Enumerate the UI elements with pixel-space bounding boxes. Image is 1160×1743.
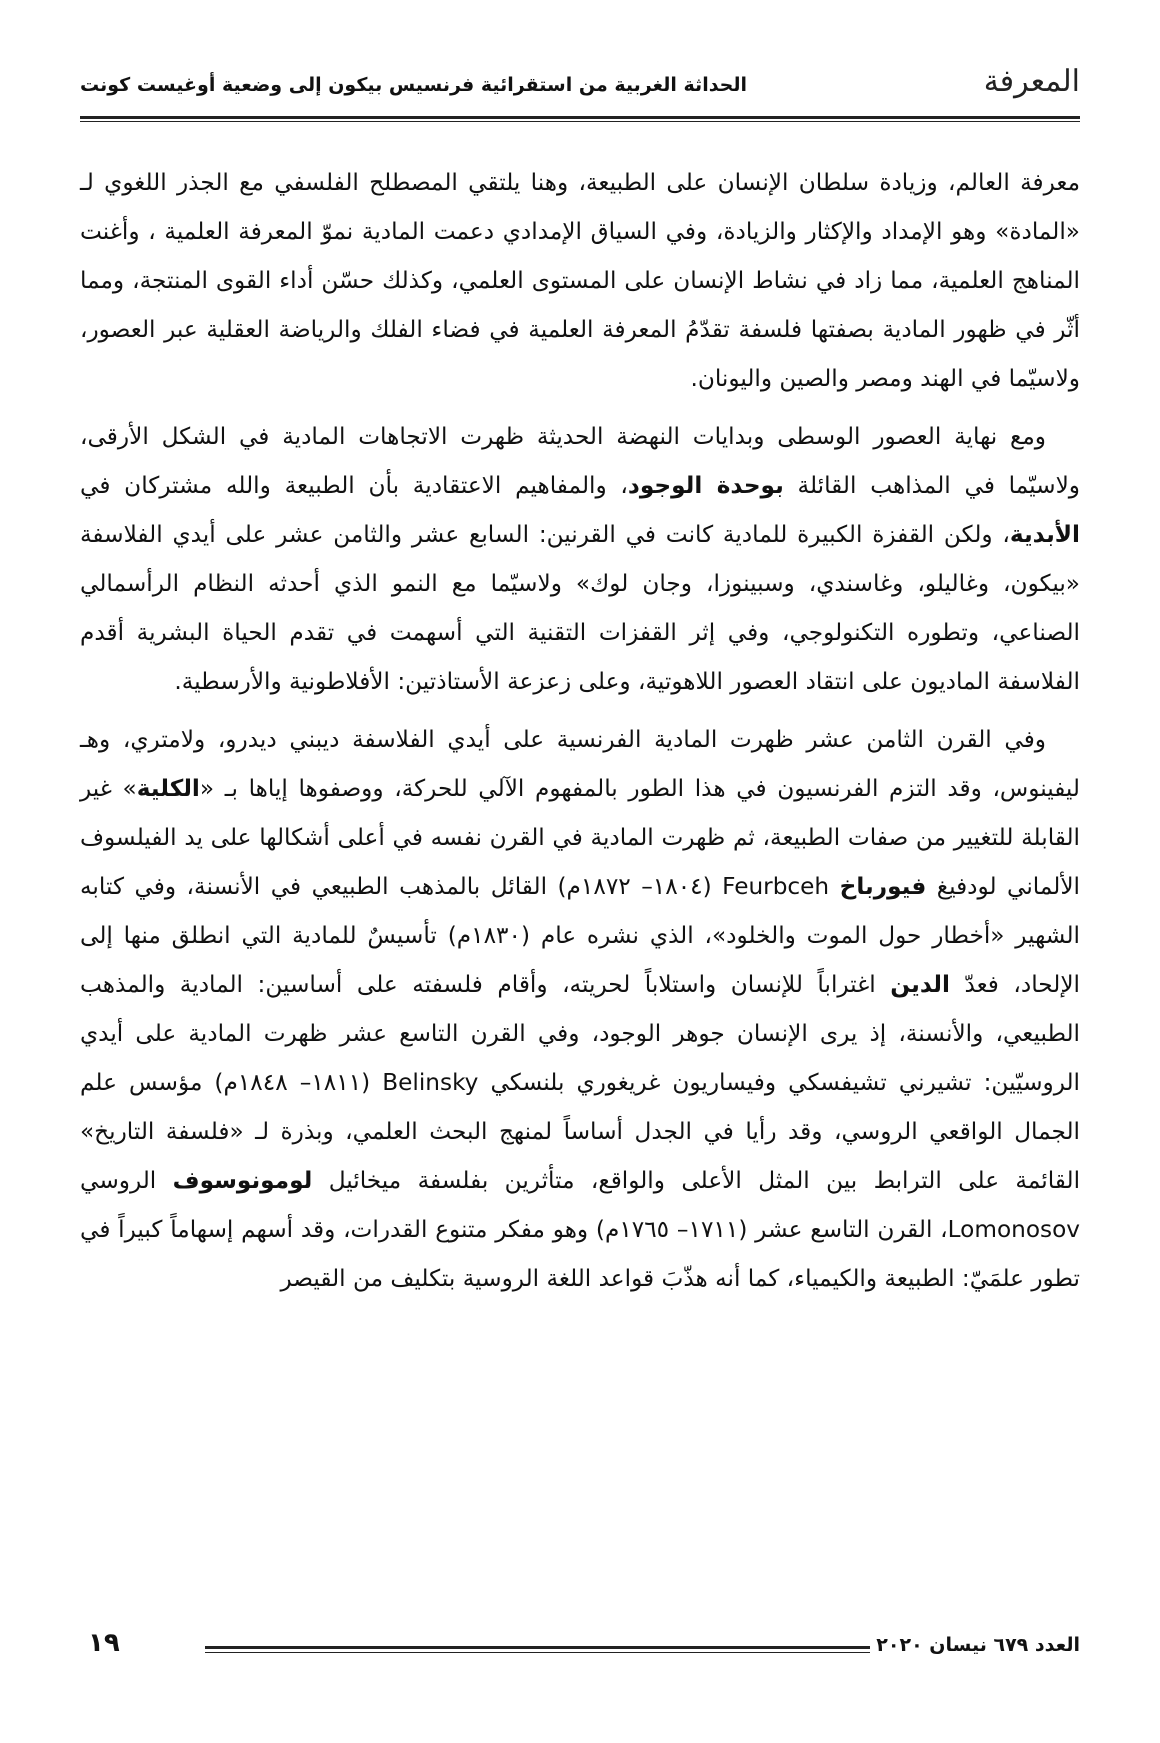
paragraph-text: اغتراباً للإنسان واستلاباً لحريته، وأقام فلسفته على أساسين: المادية والمذهب الطبيعي، والأنسنة، إذ يرى الإنسان جوهر الوجود، وفي القرن التاسع عشر ظهرت المادية على أيدي الروسيّين: تشيرني تشيفسكي وفيساريون غريغوري بلنسكي Belinsky (١٨١١– ١٨٤٨م) مؤسس علم الجمال الواقعي الروسي، وقد رأيا في الجدل أساساً لمنهج البحث العلمي، وبذرة لـ «فلسفة التاريخ» القائمة على الترابط بين المثل الأعلى والواقع، متأثرين بفلسفة ميخائيل — [80, 971, 1081, 1194]
bold-term: لومونوسوف — [172, 1167, 313, 1194]
paragraph — [80, 715, 1080, 1303]
article-body — [80, 158, 1080, 1312]
bold-term: الأبدية — [1009, 521, 1080, 548]
magazine-logo — [984, 64, 1080, 99]
paragraph-text: وفي القرن الثامن عشر ظهرت المادية الفرنسية على أيدي الفلاسفة ديبني ديدرو، ولامتري، وهـ ليفينوس، وقد التزم الفرنسيون في هذا الطور بالمفهوم الآلي للحركة، ووصفوها إياها بـ « — [80, 726, 1080, 802]
paragraph-text: الروسي Lomonosov، القرن التاسع عشر (١٧١١– ١٧٦٥م) وهو مفكر متنوع القدرات، وقد أسهم إسهاماً كبيراً في تطور علمَيّ: الطبيعة والكيمياء، كما أنه هذّبَ قواعد اللغة الروسية بتكليف من القيصر — [80, 1167, 1081, 1292]
bold-term: الدين — [890, 971, 950, 998]
paragraph-text: Feurbceh (١٨٠٤– ١٨٧٢م) القائل بالمذهب الطبيعي في الأنسنة، وفي كتابه الشهير «أخطار حول الموت والخلود»، الذي نشره عام (١٨٣٠م) تأسيسٌ للمادية التي انطلق منها إلى الإلحاد، فعدّ — [80, 873, 1080, 998]
bold-term: بوحدة الوجود — [627, 472, 784, 499]
bold-term: الكلية — [136, 775, 200, 802]
paragraph-text: ، ولكن القفزة الكبيرة للمادية كانت في القرنين: السابع عشر والثامن عشر على أيدي الفلاسفة «بيكون، وغاليلو، وغاسندي، وسبينوزا، وجان لوك» ولاسيّما مع النمو الذي أحدثه النظام الرأسمالي الصناعي، وتطوره التكنولوجي، وفي إثر القفزات التقنية التي أسهمت في تقدم الحياة البشرية أقدم الفلاسفة الماديون على انتقاد العصور اللاهوتية، وعلى زعزعة الأستاذتين: الأفلاطونية والأرسطية. — [80, 521, 1080, 695]
page-footer — [80, 1626, 1080, 1666]
page-number: ١٩ — [88, 1628, 120, 1658]
header-rule-thin — [80, 121, 1080, 122]
footer-rule — [205, 1646, 870, 1649]
paragraph — [80, 158, 1080, 403]
footer-rule-thin — [205, 1652, 870, 1653]
paragraph-text: » غير القابلة للتغيير من صفات الطبيعة، ثم ظهرت المادية في القرن نفسه في أعلى أشكالها على يد الفيلسوف الألماني لودفيغ — [80, 775, 1080, 900]
paragraph-text: ، والمفاهيم الاعتقادية بأن الطبيعة والله مشتركان في — [80, 472, 628, 499]
page-header — [80, 62, 1080, 112]
issue-label: العدد ٦٧٩ نيسان ٢٠٢٠ — [876, 1634, 1080, 1656]
header-rule — [80, 116, 1080, 119]
paragraph — [80, 412, 1080, 706]
running-title: الحداثة الغربية من استقرائية فرنسيس بيكون إلى وضعية أوغيست كونت — [80, 74, 748, 96]
paragraph-text: ومع نهاية العصور الوسطى وبدايات النهضة الحديثة ظهرت الاتجاهات المادية في الشكل الأرقى، ولاسيّما في المذاهب القائلة — [80, 423, 1080, 499]
paragraph-text: معرفة العالم، وزيادة سلطان الإنسان على الطبيعة، وهنا يلتقي المصطلح الفلسفي مع الجذر اللغوي لـ «المادة» وهو الإمداد والإكثار والزيادة، وفي السياق الإمدادي دعمت المادية نموّ المعرفة العلمية ، وأغنت المناهج العلمية، مما زاد في نشاط الإنسان على المستوى العلمي، وكذلك حسّن أداء القوى المنتجة، ومما أثّر في ظهور المادية بصفتها فلسفة تقدّمُ المعرفة العلمية في فضاء الفلك والرياضة العقلية عبر العصور، ولاسيّما في الهند ومصر والصين واليونان. — [80, 169, 1080, 392]
bold-term: فيورباخ — [839, 873, 927, 900]
logo-text: المعرفة — [983, 64, 1080, 99]
